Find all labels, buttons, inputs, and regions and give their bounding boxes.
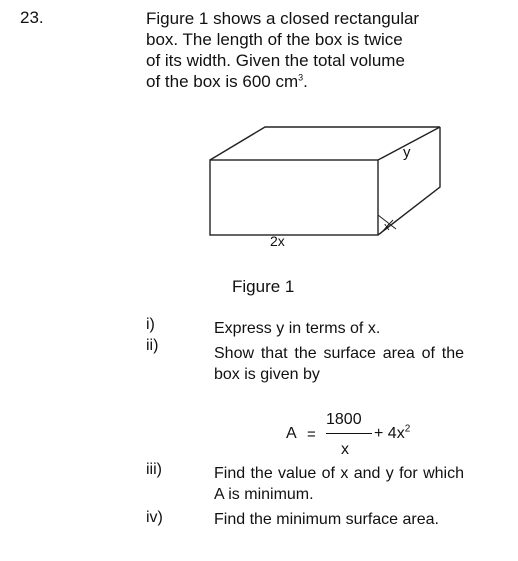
part-text: Find the value of x and y for which A is minimum. <box>214 465 464 503</box>
formula-numerator: 1800 <box>326 411 362 428</box>
length-label: 2x <box>270 233 285 249</box>
part-text: Find the minimum surface area. <box>214 511 439 528</box>
formula-exponent: 2 <box>404 423 411 435</box>
part-text: Show that the surface area of the box is given by <box>214 345 464 383</box>
formula-equals: = <box>307 426 316 443</box>
unit-exponent: 3 <box>298 72 304 83</box>
stem-line: of its width. Given the total volume <box>146 51 405 70</box>
formula-rest-text: + 4x <box>374 425 405 442</box>
part-text: Express y in terms of x. <box>214 320 381 337</box>
stem-line-text: of the box is 600 cm <box>146 72 299 91</box>
fraction-bar <box>326 433 372 434</box>
stem-line: box. The length of the box is twice <box>146 30 403 49</box>
figure-caption: Figure 1 <box>232 277 295 296</box>
part-label: i) <box>146 316 155 333</box>
formula-rest <box>374 425 410 443</box>
question-number: 23. <box>20 8 44 27</box>
stem-period: . <box>303 72 308 91</box>
formula-lhs: A <box>286 425 297 442</box>
part-label: iii) <box>146 461 162 478</box>
box-front-face <box>210 160 378 235</box>
part-label: iv) <box>146 509 163 526</box>
height-label: y <box>403 144 411 161</box>
part-label: ii) <box>146 337 159 354</box>
stem-line: Figure 1 shows a closed rectangular <box>146 9 420 28</box>
formula-denominator: x <box>341 441 349 458</box>
width-label: x <box>384 221 390 233</box>
